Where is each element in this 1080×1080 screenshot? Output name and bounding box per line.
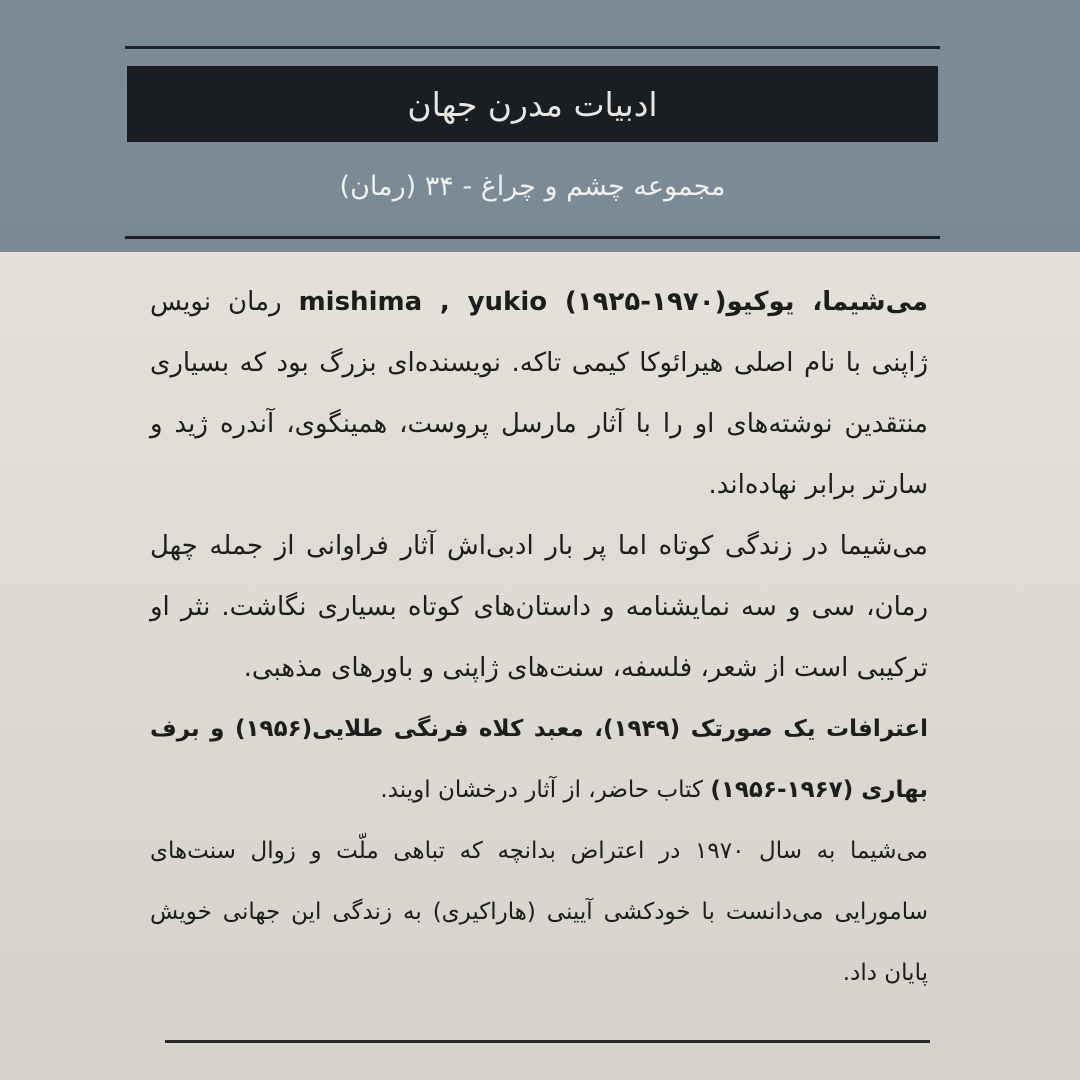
top-divider [125,46,940,49]
author-biography [150,272,928,1004]
bio-paragraph-3 [150,699,928,821]
bio-paragraph-1-text: رمان نویس ژاپنی با نام اصلی هیرائوکا کیمی تاکه. نویسنده‌ای بزرگ بود که بسیاری منتقدین نوشته‌های او را با آثار مارسل پروست، همینگوی، آندره ژید و سارتر برابر نهاده‌اند. [150,287,928,500]
notable-works: اعترافات یک صورتک (۱۹۴۹)، معبد کلاه فرنگی طلایی(۱۹۵۶) و برف بهاری (۱۹۶۷-۱۹۵۶) [150,716,928,803]
series-title: ادبیات مدرن جهان [407,84,658,124]
notable-works-text: کتاب حاضر، از آثار درخشان اویند. [380,777,711,803]
bio-paragraph-4: می‌شیما به سال ۱۹۷۰ در اعتراض بدانچه که تباهی ملّت و زوال سنت‌های سامورایی می‌دانست با خودکشی آیینی (هاراکیری) به زندگی این جهانی خویش پایان داد. [150,838,928,986]
author-name: می‌شیما، یوکیو(۱۹۷۰-۱۹۲۵) [547,287,929,317]
series-title-band [127,66,938,142]
series-subtitle: مجموعه چشم و چراغ - ۳۴ (رمان) [339,170,726,202]
bio-paragraph-2: می‌شیما در زندگی کوتاه اما پر بار ادبی‌اش آثار فراوانی از جمله چهل رمان، سی و سه نمایشنامه و داستان‌های کوتاه بسیاری نگاشت. نثر او ترکیبی است از شعر، فلسفه، سنت‌های ژاپنی و باورهای مذهبی. [150,531,928,683]
bio-paragraph-1 [150,272,928,516]
middle-divider [125,236,940,239]
author-name-latin: mishima , yukio [298,287,548,317]
bottom-divider [165,1040,930,1043]
